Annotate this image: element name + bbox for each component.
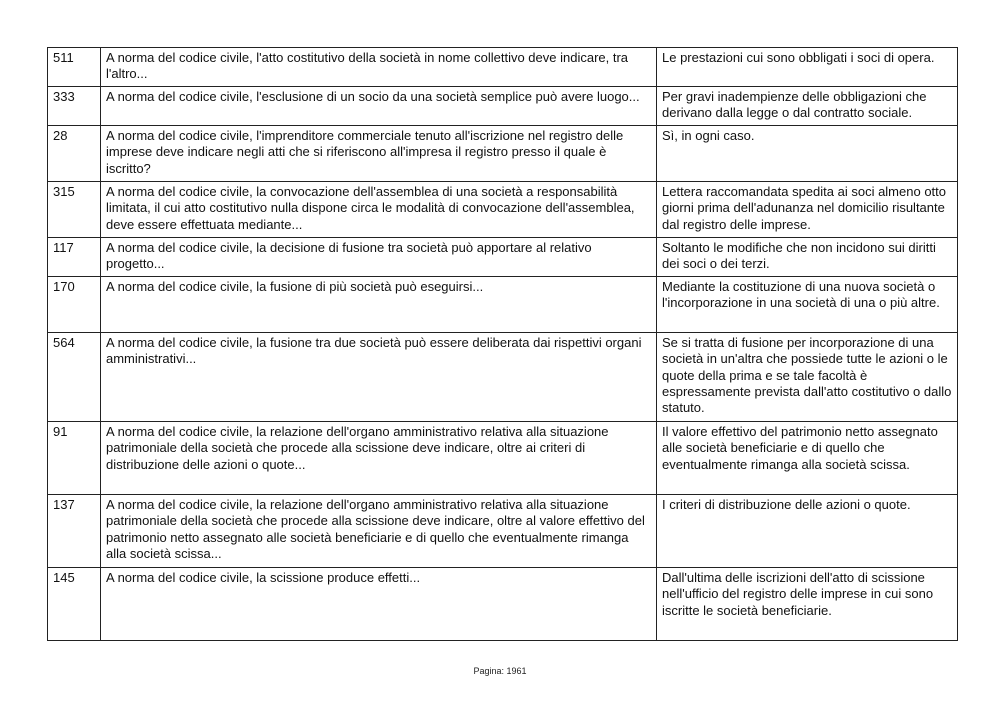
question-text: A norma del codice civile, la relazione dell'organo amministrativo relativa alla situazione patrimoniale della società che procede alla scissione deve indicare, oltre ai criteri di distribuzione delle azioni o quote... [101,422,657,495]
table-row [48,238,958,277]
question-number: 137 [48,495,101,568]
question-text: A norma del codice civile, la decisione di fusione tra società può apportare al relativo progetto... [101,238,657,277]
answer-text: Le prestazioni cui sono obbligati i soci di opera. [657,48,958,87]
answer-text: Per gravi inadempienze delle obbligazioni che derivano dalla legge o dal contratto sociale. [657,87,958,126]
answer-text: Soltanto le modifiche che non incidono sui diritti dei soci o dei terzi. [657,238,958,277]
answer-text: Il valore effettivo del patrimonio netto assegnato alle società beneficiarie e di quello che eventualmente rimanga alla società scissa. [657,422,958,495]
question-text: A norma del codice civile, la convocazione dell'assemblea di una società a responsabilità limitata, il cui atto costitutivo nulla dispone circa le modalità di convocazione dell'assemblea, deve essere effettuata mediante... [101,182,657,238]
question-text: A norma del codice civile, l'atto costitutivo della società in nome collettivo deve indicare, tra l'altro... [101,48,657,87]
answer-text: I criteri di distribuzione delle azioni o quote. [657,495,958,568]
question-number: 145 [48,568,101,641]
question-text: A norma del codice civile, l'esclusione di un socio da una società semplice può avere luogo... [101,87,657,126]
table-row [48,422,958,495]
table-row [48,333,958,422]
question-text: A norma del codice civile, la relazione dell'organo amministrativo relativa alla situazione patrimoniale della società che procede alla scissione deve indicare, oltre al valore effettivo del patrimonio netto assegnato alle società beneficiarie e di quello che eventualmente rimanga alla società scissa... [101,495,657,568]
question-text: A norma del codice civile, la scissione produce effetti... [101,568,657,641]
table-row [48,495,958,568]
table-row [48,568,958,641]
question-text: A norma del codice civile, la fusione di più società può eseguirsi... [101,277,657,333]
page-number: Pagina: 1961 [473,666,527,676]
answer-text: Se si tratta di fusione per incorporazione di una società in un'altra che possiede tutte le azioni o le quote della prima e se tale facoltà è espressamente prevista dall'atto costitutivo o dallo statuto. [657,333,958,422]
table-row [48,48,958,87]
questions-table [47,47,958,641]
question-number: 117 [48,238,101,277]
question-text: A norma del codice civile, la fusione tra due società può essere deliberata dai rispettivi organi amministrativi... [101,333,657,422]
question-number: 91 [48,422,101,495]
table-row [48,87,958,126]
question-number: 315 [48,182,101,238]
question-number: 333 [48,87,101,126]
answer-text: Dall'ultima delle iscrizioni dell'atto di scissione nell'ufficio del registro delle imprese in cui sono iscritte le società beneficiarie. [657,568,958,641]
question-number: 511 [48,48,101,87]
answer-text: Sì, in ogni caso. [657,126,958,182]
question-number: 170 [48,277,101,333]
question-text: A norma del codice civile, l'imprenditore commerciale tenuto all'iscrizione nel registro delle imprese deve indicare negli atti che si riferiscono all'impresa il registro presso il quale è iscritto? [101,126,657,182]
answer-text: Lettera raccomandata spedita ai soci almeno otto giorni prima dell'adunanza nel domicilio risultante dal registro delle imprese. [657,182,958,238]
table-row [48,182,958,238]
answer-text: Mediante la costituzione di una nuova società o l'incorporazione in una società di una o più altre. [657,277,958,333]
question-number: 28 [48,126,101,182]
table-row [48,126,958,182]
question-number: 564 [48,333,101,422]
table-row [48,277,958,333]
